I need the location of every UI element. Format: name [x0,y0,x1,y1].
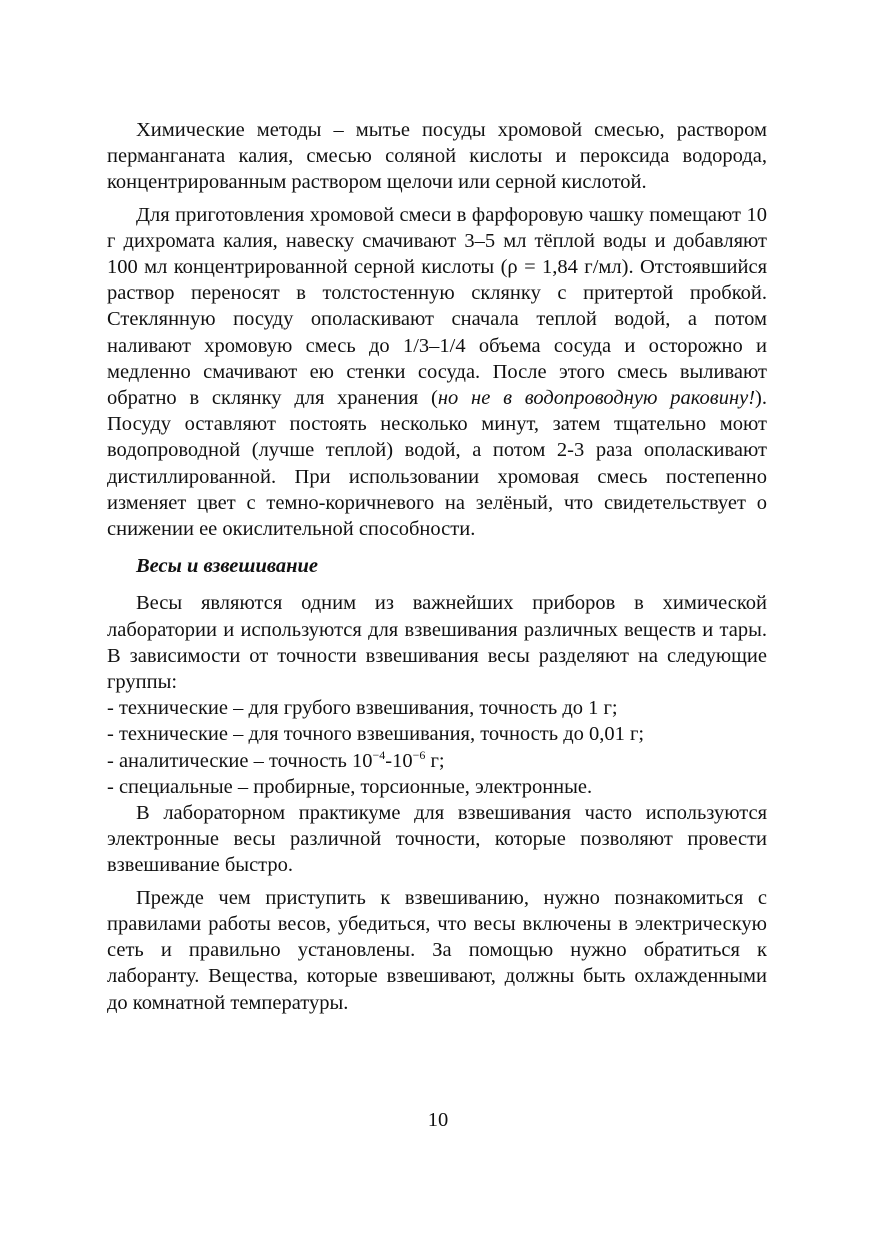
section-heading: Весы и взвешивание [136,555,318,578]
paragraph-weighing-rules: Прежде чем приступить к взвешиванию, нужно познакомиться с правилами работы весов, убедиться, что весы включены в электрическую сеть и правильно установлены. За помощью нужно обратиться к лаборанту. Вещества, которые взвешивают, должны быть охлажденными до комнатной температуры. [107,886,767,1014]
list-item: - технические – для точного взвешивания, точность до 0,01 г; [107,723,645,746]
paragraph-electronic-balances: В лабораторном практикуме для взвешивания часто используются электронные весы различной точности, которые позволяют провести взвешивание быстро. [107,802,767,877]
body-text [107,117,767,1016]
paragraph-balances-intro: Весы являются одним из важнейших приборов в химической лаборатории и используются для взвешивания различных веществ и тары. В зависимости от точности взвешивания весы разделяют на следующие группы: [107,592,767,694]
page-number: 10 [427,1109,449,1131]
list-item: - технические – для грубого взвешивания, точность до 1 г; [107,697,618,720]
list-item: - специальные – пробирные, торсионные, электронные. [107,775,593,798]
list-item-middle: -10 [385,749,413,772]
paragraph-chemical-methods: Химические методы – мытье посуды хромовой смесью, раствором перманганата калия, смесью соляной кислоты и пероксида водорода, концентрированным раствором щелочи или серной кислотой. [107,119,767,194]
italic-warning: но не в водопроводную раковину! [437,387,756,410]
balance-types-list [107,695,767,800]
paragraph-chromic-mixture [107,202,767,543]
exponent: −6 [412,747,426,762]
exponent: −4 [372,747,386,762]
list-item [107,748,767,774]
paragraph-text-before: Для приготовления хромовой смеси в фарфоровую чашку помещают 10 г дихромата калия, навеску смачивают 3–5 мл тёплой воды и добавляют 100 мл концентрированной серной кислоты (ρ = 1,84 г/мл). Отстоявшийся раствор переносят в толстостенную склянку с притертой пробкой. Стеклянную посуду ополаскивают сначала теплой водой, а потом наливают хромовую смесь до 1/3–1/4 объема сосуда и осторожно и медленно смачивают ею стенки сосуда. После этого смесь выливают обратно в склянку для хранения ( [107,203,767,410]
list-item-suffix: г; [425,749,445,772]
paragraph-text-after: ). Посуду оставляют постоять несколько минут, затем тщательно моют водопроводной (лучше теплой) водой, а потом 2-3 раза ополаскивают дистиллированной. При использовании хромовая смесь постепенно изменяет цвет с темно-коричневого на зелёный, что свидетельствует о снижении ее окислительной способности. [107,387,767,541]
list-item-prefix: - аналитические – точность 10 [107,749,373,772]
